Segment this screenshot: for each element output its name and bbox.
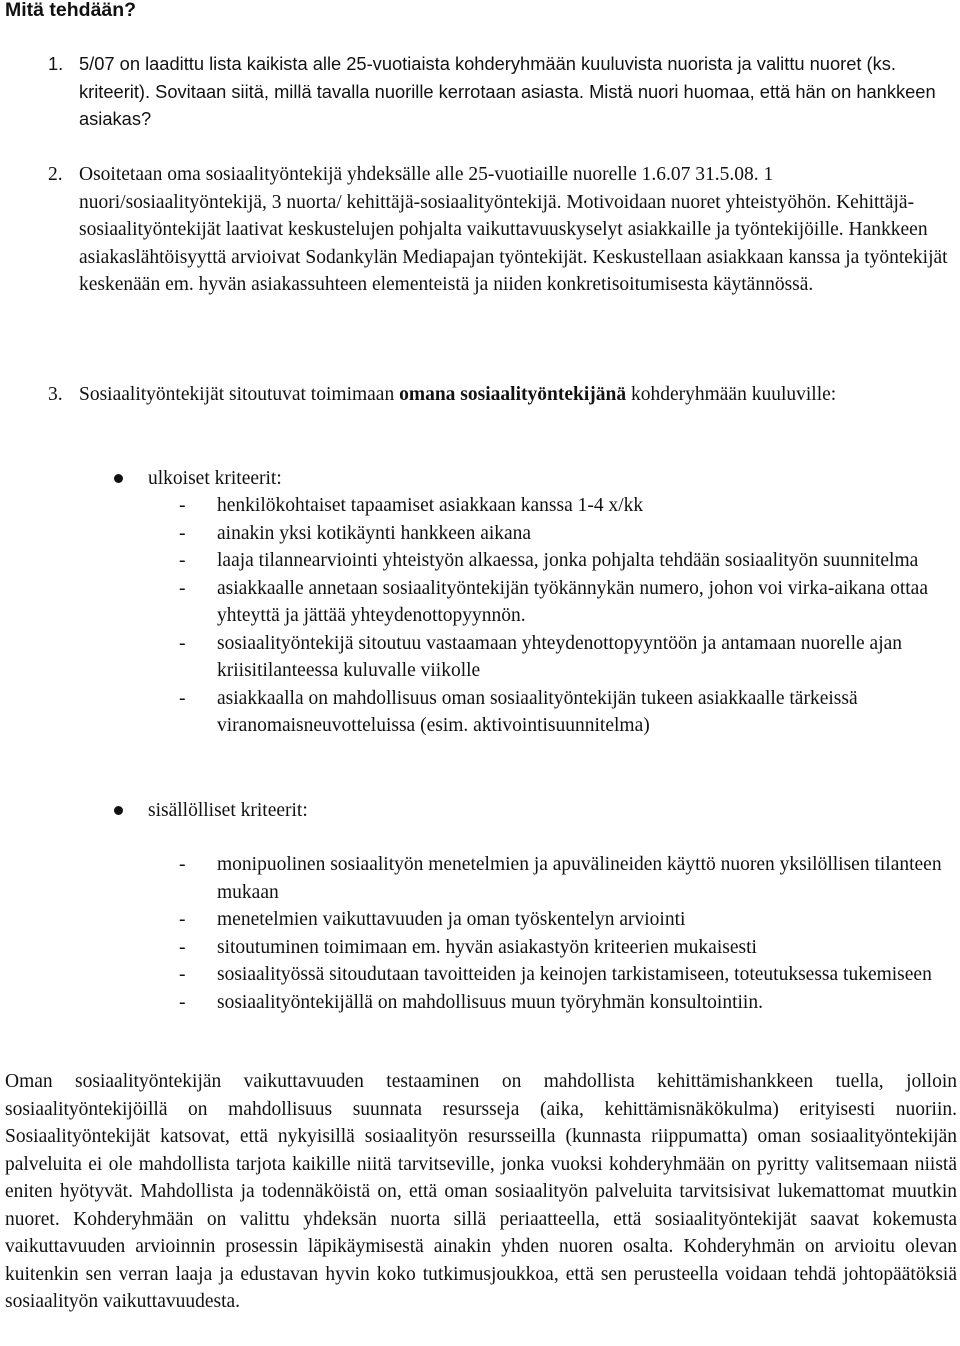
page-title: Mitä tehdään? (5, 0, 137, 21)
item-3-text-before: Sosiaalityöntekijät sitoutuvat toimimaan (79, 384, 400, 405)
list-item: - asiakkaalle annetaan sosiaalityöntekijän työkännykän numero, johon voi virka-aikana ottaa yhteyttä ja jättää yhteydenottopyynnön. (179, 575, 949, 630)
dash-icon: - (179, 687, 186, 709)
dash-icon: - (179, 495, 186, 516)
list-item: - sitoutuminen toimimaan em. hyvän asiakastyön kriteerien mukaisesti (179, 934, 949, 962)
item-2-number: 2. (48, 164, 63, 185)
dash-icon: - (179, 522, 186, 544)
dash-icon: - (179, 577, 186, 599)
closing-paragraph: Oman sosiaalityöntekijän vaikuttavuuden testaaminen on mahdollista kehittämishankkeen tuella, jolloin sosiaalityöntekijöillä on mahdollisuus suunnata resursseja (aika, kehittämisnäkökulma) erityisesti nuoriin. Sosiaalityöntekijät katsovat, että nykyisillä sosiaalityön resursseilla (kunnasta riippumatta) oman sosiaalityöntekijän palveluita ei ole mahdollista tarjota kaikille niitä tarvitseville, jonka vuoksi kohderyhmään on pyritty valitsemaan niistä eniten hyötyvät. Mahdollista ja todennäköistä on, että oman sosiaalityön palveluita tarvitsisivat lukemattomat muutkin nuoret. Kohderyhmään on valittu yhdeksän nuorta sillä periaatteella, että sosiaalityöntekijät saavat kokemusta vaikuttavuuden arvioinnin prosessin läpikäymisestä ainakin yhden nuoren osalta. Kohderyhmän on arvioitu olevan kuitenkin sen verran laaja ja edustavan hyvin koko tutkimusjoukkoa, että sen perusteella voidaan tehdä johtopäätöksiä sosiaalityön vaikuttavuudesta. (5, 1071, 957, 1312)
item-2-text: Osoitetaan oma sosiaalityöntekijä yhdeksälle alle 25-vuotiaille nuorelle 1.6.07 31.5.08. 1 nuori/sosiaalityöntekijä, 3 nuorta/ kehittäjä-sosiaalityöntekijä. Motivoidaan nuoret yhteistyöhön. Kehittäjä-sosiaalityöntekijät laativat keskustelujen pohjalta vaikuttavuuskyselyt asiakkaille ja työntekijöille. Hankkeen asiakaslähtöisyyttä arvioivat Sodankylän Mediapajan työntekijät. Keskustellaan asiakkaan kanssa ja työntekijät keskenään em. hyvän asiakassuhteen elementeistä ja niiden konkretisoitumisesta käytännössä. (79, 164, 948, 295)
bullet-icon (114, 806, 123, 815)
list-item: - henkilökohtaiset tapaamiset asiakkaan kanssa 1-4 x/kk (179, 492, 949, 520)
external-criteria-label: ulkoiset kriteerit: (148, 468, 282, 489)
bullet-icon (114, 474, 123, 483)
dash-icon: - (179, 991, 186, 1013)
content-criteria-label: sisällölliset kriteerit: (148, 800, 308, 821)
list-item: - laaja tilannearviointi yhteistyön alkaessa, jonka pohjalta tehdään sosiaalityön suunnitelma (179, 547, 949, 575)
item-3-number: 3. (48, 384, 63, 405)
list-item: - monipuolinen sosiaalityön menetelmien ja apuvälineiden käyttö nuoren yksilöllisen tilanteen mukaan (179, 851, 949, 906)
item-3-text-bold: omana sosiaalityöntekijänä (399, 384, 627, 405)
item-1-text: 5/07 on laadittu lista kaikista alle 25-vuotiaista kohderyhmään kuuluvista nuorista ja valittu nuoret (ks. kriteerit). Sovitaan siitä, millä tavalla nuorille kerrotaan asiasta. Mistä nuori huomaa, että hän on hankkeen asiakas? (79, 53, 936, 129)
dash-icon: - (179, 909, 186, 930)
item-1-number: 1. (48, 53, 64, 74)
dash-icon: - (179, 550, 186, 571)
dash-icon: - (179, 854, 186, 875)
list-item: - menetelmien vaikuttavuuden ja oman työskentelyn arviointi (179, 906, 949, 934)
list-item: - sosiaalityössä sitoudutaan tavoitteiden ja keinojen tarkistamiseen, toteutuksessa tukemiseen (179, 961, 949, 989)
external-criteria-list (179, 492, 949, 740)
list-item: - sosiaalityöntekijällä on mahdollisuus muun työryhmän konsultointiin. (179, 989, 949, 1017)
dash-icon: - (179, 632, 186, 654)
content-criteria-list (179, 851, 949, 1016)
dash-icon: - (179, 936, 186, 958)
item-3-text (79, 381, 951, 409)
list-item: - ainakin yksi kotikäynti hankkeen aikana (179, 520, 949, 548)
list-item: - sosiaalityöntekijä sitoutuu vastaamaan yhteydenottopyyntöön ja antamaan nuorelle ajan kriisitilanteessa kuluvalle viikolle (179, 630, 949, 685)
item-3-text-after: kohderyhmään kuuluville: (626, 384, 837, 405)
dash-icon: - (179, 964, 186, 985)
list-item: - asiakkaalla on mahdollisuus oman sosiaalityöntekijän tukeen asiakkaalle tärkeissä viranomaisneuvotteluissa (esim. aktivointisuunnitelma) (179, 685, 949, 740)
